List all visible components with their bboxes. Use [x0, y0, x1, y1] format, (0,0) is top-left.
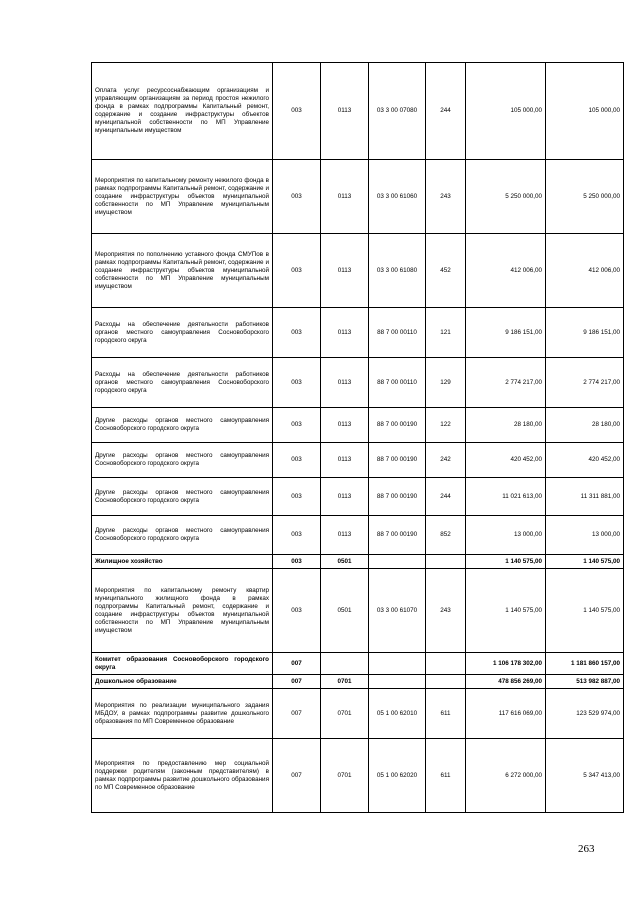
amount-cell: 5 250 000,00: [466, 160, 546, 234]
expense-type-cell: 611: [426, 739, 466, 813]
section-code-cell: 0701: [321, 689, 369, 739]
amount-cell: 478 856 269,00: [466, 675, 546, 689]
amount-cell: 28 180,00: [546, 408, 624, 443]
amount-cell: 6 272 000,00: [466, 739, 546, 813]
admin-code-cell: 003: [273, 358, 321, 408]
table-row: [92, 516, 624, 555]
table-row: [92, 739, 624, 813]
admin-code-cell: 003: [273, 443, 321, 478]
amount-cell: 412 006,00: [546, 234, 624, 308]
target-article-cell: 88 7 00 00190: [369, 408, 426, 443]
amount-cell: 2 774 217,00: [546, 358, 624, 408]
table-row: [92, 234, 624, 308]
row-name-cell: Расходы на обеспечение деятельности работников органов местного самоуправления Сосновоборского городского округа: [92, 358, 273, 408]
section-code-cell: 0701: [321, 739, 369, 813]
row-name-cell: Мероприятия по капитальному ремонту нежилого фонда в рамках подпрограммы Капитальный ремонт, содержание и создание инфраструктуры объектов муниципальной собственности по МП Управление муниципальным имуществом: [92, 160, 273, 234]
expense-type-cell: 452: [426, 234, 466, 308]
amount-cell: 1 140 575,00: [466, 569, 546, 653]
row-name-cell: Расходы на обеспечение деятельности работников органов местного самоуправления Сосновоборского городского округа: [92, 308, 273, 358]
expense-type-cell: 243: [426, 569, 466, 653]
admin-code-cell: 003: [273, 308, 321, 358]
expense-type-cell: 129: [426, 358, 466, 408]
page-number: 263: [578, 843, 595, 855]
amount-cell: 11 311 881,00: [546, 478, 624, 516]
target-article-cell: 03 3 00 61070: [369, 569, 426, 653]
amount-cell: 117 616 069,00: [466, 689, 546, 739]
table-row: [92, 308, 624, 358]
expense-type-cell: 242: [426, 443, 466, 478]
table-row: [92, 358, 624, 408]
row-name-cell: Другие расходы органов местного самоуправления Сосновоборского городского округа: [92, 443, 273, 478]
target-article-cell: [369, 675, 426, 689]
amount-cell: 2 774 217,00: [466, 358, 546, 408]
table-row: [92, 653, 624, 675]
target-article-cell: 03 3 00 07080: [369, 63, 426, 160]
section-code-cell: 0501: [321, 555, 369, 569]
amount-cell: 412 006,00: [466, 234, 546, 308]
row-name-cell: Другие расходы органов местного самоуправления Сосновоборского городского округа: [92, 408, 273, 443]
amount-cell: 9 186 151,00: [466, 308, 546, 358]
admin-code-cell: 003: [273, 569, 321, 653]
expense-type-cell: [426, 653, 466, 675]
admin-code-cell: 007: [273, 653, 321, 675]
admin-code-cell: 003: [273, 160, 321, 234]
admin-code-cell: 003: [273, 408, 321, 443]
row-name-cell: Мероприятия по реализации муниципального задания МБДОУ, в рамках подпрограммы развитие дошкольного образования по МП Современное образование: [92, 689, 273, 739]
amount-cell: 9 186 151,00: [546, 308, 624, 358]
expense-type-cell: 244: [426, 478, 466, 516]
amount-cell: 420 452,00: [546, 443, 624, 478]
amount-cell: 5 250 000,00: [546, 160, 624, 234]
amount-cell: 1 181 860 157,00: [546, 653, 624, 675]
row-name-cell: Комитет образования Сосновоборского городского округа: [92, 653, 273, 675]
section-code-cell: 0113: [321, 408, 369, 443]
table-row: [92, 160, 624, 234]
amount-cell: 105 000,00: [466, 63, 546, 160]
expense-type-cell: 121: [426, 308, 466, 358]
row-name-cell: Дошкольное образование: [92, 675, 273, 689]
amount-cell: 1 140 575,00: [466, 555, 546, 569]
target-article-cell: 03 3 00 61060: [369, 160, 426, 234]
target-article-cell: [369, 555, 426, 569]
amount-cell: 11 021 613,00: [466, 478, 546, 516]
expense-type-cell: 611: [426, 689, 466, 739]
budget-table: [91, 62, 624, 813]
section-code-cell: 0113: [321, 63, 369, 160]
table-row: [92, 443, 624, 478]
section-code-cell: 0501: [321, 569, 369, 653]
admin-code-cell: 003: [273, 234, 321, 308]
section-code-cell: 0113: [321, 516, 369, 555]
target-article-cell: 05 1 00 62010: [369, 689, 426, 739]
row-name-cell: Мероприятия по предоставлению мер социальной поддержки родителям (законным представителям) в рамках подпрограммы развитие дошкольного образования по МП Современное образование: [92, 739, 273, 813]
table-row: [92, 569, 624, 653]
admin-code-cell: 003: [273, 63, 321, 160]
section-code-cell: 0113: [321, 443, 369, 478]
section-code-cell: 0113: [321, 358, 369, 408]
row-name-cell: Оплата услуг ресурсоснабжающим организациям и управляющим организациям за период простоя нежилого фонда в рамках подпрограммы Капитальный ремонт, содержание и создание инфраструктуры объектов муниципальной собственности по МП Управление муниципальным имуществом: [92, 63, 273, 160]
amount-cell: 5 347 413,00: [546, 739, 624, 813]
expense-type-cell: 852: [426, 516, 466, 555]
admin-code-cell: 007: [273, 675, 321, 689]
target-article-cell: 88 7 00 00190: [369, 478, 426, 516]
row-name-cell: Другие расходы органов местного самоуправления Сосновоборского городского округа: [92, 516, 273, 555]
target-article-cell: 88 7 00 00190: [369, 443, 426, 478]
admin-code-cell: 003: [273, 516, 321, 555]
amount-cell: 1 106 178 302,00: [466, 653, 546, 675]
table-row: [92, 408, 624, 443]
target-article-cell: [369, 653, 426, 675]
row-name-cell: Другие расходы органов местного самоуправления Сосновоборского городского округа: [92, 478, 273, 516]
section-code-cell: 0113: [321, 160, 369, 234]
expense-type-cell: 243: [426, 160, 466, 234]
target-article-cell: 88 7 00 00110: [369, 308, 426, 358]
section-code-cell: 0113: [321, 308, 369, 358]
target-article-cell: 88 7 00 00110: [369, 358, 426, 408]
section-code-cell: 0113: [321, 234, 369, 308]
admin-code-cell: 003: [273, 478, 321, 516]
target-article-cell: 88 7 00 00190: [369, 516, 426, 555]
section-code-cell: 0113: [321, 478, 369, 516]
amount-cell: 28 180,00: [466, 408, 546, 443]
amount-cell: 13 000,00: [466, 516, 546, 555]
amount-cell: 1 140 575,00: [546, 569, 624, 653]
row-name-cell: Мероприятия по капитальному ремонту квартир муниципального жилищного фонда в рамках подпрограммы Капитальный ремонт, содержание и создание инфраструктуры объектов муниципальной собственности по МП Управление муниципальным имуществом: [92, 569, 273, 653]
expense-type-cell: [426, 675, 466, 689]
target-article-cell: 05 1 00 62020: [369, 739, 426, 813]
row-name-cell: Мероприятия по пополнению уставного фонда СМУПов в рамках подпрограммы Капитальный ремонт, содержание и создание инфраструктуры объектов муниципальной собственности по МП Управление муниципальным имуществом: [92, 234, 273, 308]
amount-cell: 513 982 887,00: [546, 675, 624, 689]
expense-type-cell: 244: [426, 63, 466, 160]
expense-type-cell: 122: [426, 408, 466, 443]
amount-cell: 123 529 974,00: [546, 689, 624, 739]
table-row: [92, 689, 624, 739]
row-name-cell: Жилищное хозяйство: [92, 555, 273, 569]
table-row: [92, 63, 624, 160]
admin-code-cell: 003: [273, 555, 321, 569]
section-code-cell: [321, 653, 369, 675]
table-row: [92, 675, 624, 689]
amount-cell: 420 452,00: [466, 443, 546, 478]
target-article-cell: 03 3 00 61080: [369, 234, 426, 308]
expense-type-cell: [426, 555, 466, 569]
admin-code-cell: 007: [273, 739, 321, 813]
amount-cell: 105 000,00: [546, 63, 624, 160]
admin-code-cell: 007: [273, 689, 321, 739]
amount-cell: 1 140 575,00: [546, 555, 624, 569]
section-code-cell: 0701: [321, 675, 369, 689]
table-row: [92, 555, 624, 569]
amount-cell: 13 000,00: [546, 516, 624, 555]
table-row: [92, 478, 624, 516]
